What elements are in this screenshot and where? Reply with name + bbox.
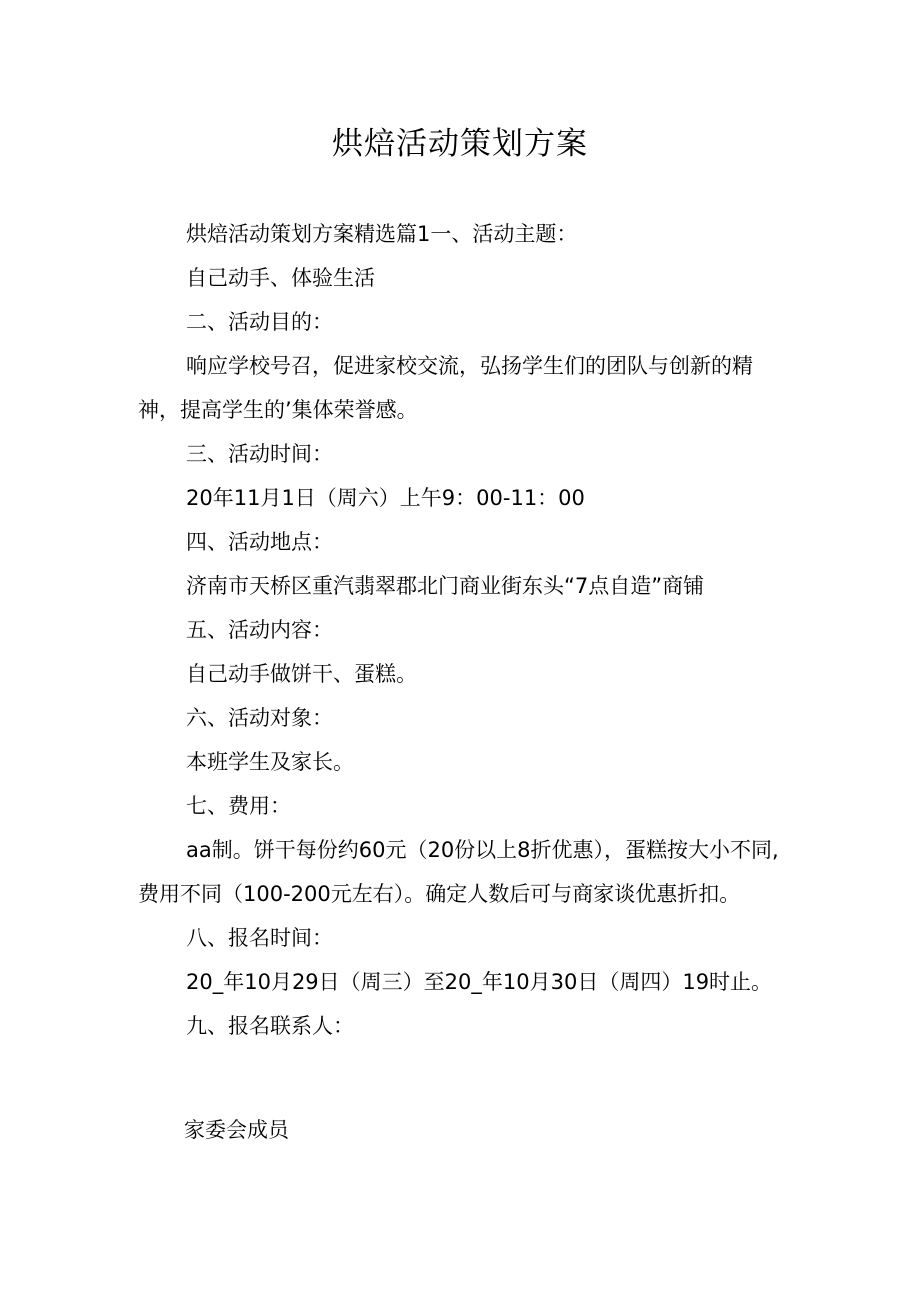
paragraph-contact: 家委会成员 bbox=[184, 1118, 289, 1142]
paragraph-audience: 本班学生及家长。 bbox=[186, 750, 354, 774]
paragraph-fee: aa制。饼干每份约60元（20份以上8折优惠），蛋糕按大小不同,费用不同（100-200元左右）。确定人数后可与商家谈优惠折扣。 bbox=[138, 838, 779, 906]
paragraph-time-heading: 三、活动时间： bbox=[186, 442, 333, 466]
paragraph-content: 自己动手做饼干、蛋糕。 bbox=[186, 662, 417, 686]
paragraph-theme-heading: 烘焙活动策划方案精选篇1一、活动主题： bbox=[186, 222, 578, 246]
paragraph-contact-heading: 九、报名联系人： bbox=[186, 1014, 354, 1038]
paragraph-location-heading: 四、活动地点： bbox=[186, 530, 333, 554]
paragraph-location: 济南市天桥区重汽翡翠郡北门商业街东头“7点自造”商铺 bbox=[186, 574, 705, 598]
paragraph-fee-heading: 七、费用： bbox=[186, 794, 291, 818]
paragraph-audience-heading: 六、活动对象： bbox=[186, 706, 333, 730]
paragraph-purpose: 响应学校号召，促进家校交流，弘扬学生们的团队与创新的精神，提高学生的’集体荣誉感。 bbox=[138, 354, 753, 422]
document-title: 烘焙活动策划方案 bbox=[332, 126, 588, 162]
paragraph-registration-time: 20_年10月29日（周三）至20_年10月30日（周四）19时止。 bbox=[186, 970, 773, 994]
document-body bbox=[138, 212, 790, 1048]
paragraph-theme: 自己动手、体验生活 bbox=[186, 266, 375, 290]
paragraph-content-heading: 五、活动内容： bbox=[186, 618, 333, 642]
paragraph-registration-time-heading: 八、报名时间： bbox=[186, 926, 333, 950]
paragraph-purpose-heading: 二、活动目的： bbox=[186, 310, 333, 334]
paragraph-time: 20年11月1日（周六）上午9：00-11：00 bbox=[186, 486, 585, 510]
